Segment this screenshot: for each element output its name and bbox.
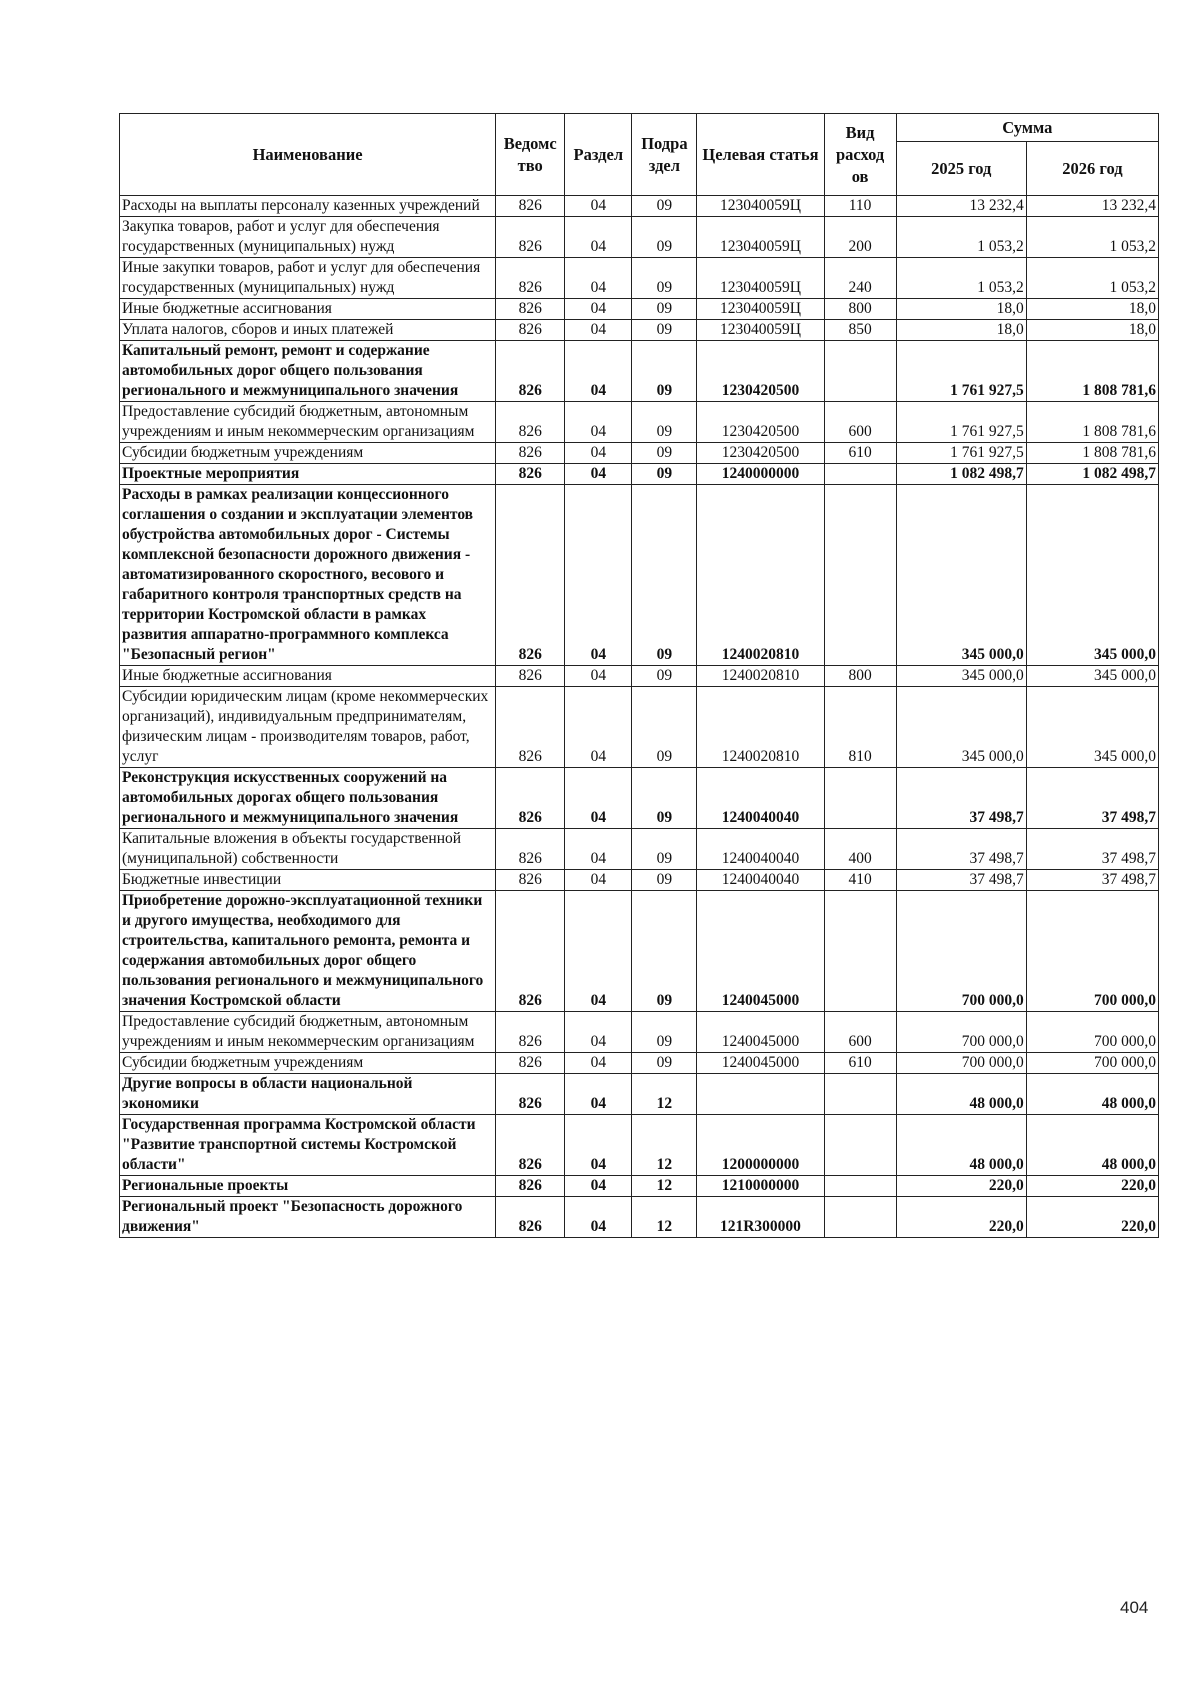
cell-department: 826 (496, 1176, 565, 1197)
table-row (120, 299, 1159, 320)
cell-expense-type (824, 1176, 896, 1197)
table-row (120, 217, 1159, 258)
cell-name: Субсидии бюджетным учреждениям (120, 1053, 496, 1074)
cell-sum-2025: 700 000,0 (896, 1012, 1026, 1053)
cell-name: Бюджетные инвестиции (120, 870, 496, 891)
cell-subsection: 12 (632, 1074, 697, 1115)
cell-subsection: 09 (632, 870, 697, 891)
table-row (120, 1115, 1159, 1176)
cell-department: 826 (496, 217, 565, 258)
cell-expense-type: 200 (824, 217, 896, 258)
cell-department: 826 (496, 485, 565, 666)
table-row (120, 1074, 1159, 1115)
cell-expense-type (824, 1074, 896, 1115)
cell-department: 826 (496, 768, 565, 829)
table-row (120, 464, 1159, 485)
cell-sum-2025: 345 000,0 (896, 666, 1026, 687)
cell-department: 826 (496, 666, 565, 687)
cell-section: 04 (565, 666, 632, 687)
cell-section: 04 (565, 829, 632, 870)
cell-sum-2025: 48 000,0 (896, 1074, 1026, 1115)
cell-name: Проектные мероприятия (120, 464, 496, 485)
cell-name: Другие вопросы в области национальной экономики (120, 1074, 496, 1115)
cell-sum-2026: 18,0 (1026, 320, 1158, 341)
table-row (120, 196, 1159, 217)
cell-subsection: 09 (632, 687, 697, 768)
cell-expense-type: 600 (824, 402, 896, 443)
cell-department: 826 (496, 1074, 565, 1115)
cell-target-article: 1240045000 (697, 891, 824, 1012)
header-sum: Сумма (896, 114, 1158, 142)
cell-expense-type: 850 (824, 320, 896, 341)
cell-expense-type (824, 768, 896, 829)
header-target-article: Целевая статья (697, 114, 824, 196)
cell-expense-type: 410 (824, 870, 896, 891)
table-row (120, 402, 1159, 443)
cell-target-article: 121R300000 (697, 1197, 824, 1238)
cell-sum-2025: 18,0 (896, 320, 1026, 341)
table-row (120, 485, 1159, 666)
cell-name: Расходы на выплаты персоналу казенных учреждений (120, 196, 496, 217)
cell-subsection: 09 (632, 196, 697, 217)
cell-department: 826 (496, 1012, 565, 1053)
cell-sum-2025: 345 000,0 (896, 485, 1026, 666)
cell-section: 04 (565, 1176, 632, 1197)
cell-subsection: 09 (632, 768, 697, 829)
cell-target-article: 1240045000 (697, 1053, 824, 1074)
cell-subsection: 09 (632, 829, 697, 870)
table-row (120, 1176, 1159, 1197)
header-expense-type: Вид расход ов (824, 114, 896, 196)
cell-sum-2026: 1 053,2 (1026, 217, 1158, 258)
header-section: Раздел (565, 114, 632, 196)
cell-section: 04 (565, 870, 632, 891)
cell-sum-2026: 37 498,7 (1026, 870, 1158, 891)
cell-subsection: 09 (632, 485, 697, 666)
cell-sum-2025: 37 498,7 (896, 829, 1026, 870)
table-row (120, 891, 1159, 1012)
cell-expense-type (824, 464, 896, 485)
cell-target-article: 1240020810 (697, 666, 824, 687)
cell-subsection: 09 (632, 402, 697, 443)
cell-section: 04 (565, 768, 632, 829)
cell-target-article: 1240000000 (697, 464, 824, 485)
cell-sum-2025: 18,0 (896, 299, 1026, 320)
cell-target-article: 1230420500 (697, 443, 824, 464)
cell-sum-2025: 220,0 (896, 1197, 1026, 1238)
cell-section: 04 (565, 485, 632, 666)
table-header (120, 114, 1159, 196)
cell-section: 04 (565, 464, 632, 485)
cell-sum-2026: 37 498,7 (1026, 768, 1158, 829)
cell-sum-2025: 37 498,7 (896, 768, 1026, 829)
cell-name: Закупка товаров, работ и услуг для обеспечения государственных (муниципальных) нужд (120, 217, 496, 258)
table-row (120, 341, 1159, 402)
cell-target-article: 1240020810 (697, 687, 824, 768)
cell-sum-2025: 37 498,7 (896, 870, 1026, 891)
cell-sum-2025: 345 000,0 (896, 687, 1026, 768)
page-number: 404 (1120, 1598, 1149, 1617)
cell-department: 826 (496, 1115, 565, 1176)
table-row (120, 1012, 1159, 1053)
cell-sum-2026: 1 053,2 (1026, 258, 1158, 299)
cell-target-article: 1240040040 (697, 768, 824, 829)
cell-department: 826 (496, 870, 565, 891)
cell-sum-2026: 48 000,0 (1026, 1074, 1158, 1115)
cell-sum-2026: 345 000,0 (1026, 666, 1158, 687)
header-year-2025: 2025 год (896, 142, 1026, 196)
cell-subsection: 09 (632, 320, 697, 341)
header-year-2026: 2026 год (1026, 142, 1158, 196)
header-subsection: Подра здел (632, 114, 697, 196)
cell-department: 826 (496, 196, 565, 217)
cell-sum-2026: 700 000,0 (1026, 1053, 1158, 1074)
cell-sum-2025: 1 082 498,7 (896, 464, 1026, 485)
cell-name: Государственная программа Костромской области "Развитие транспортной системы Костромской области" (120, 1115, 496, 1176)
cell-section: 04 (565, 341, 632, 402)
cell-sum-2025: 13 232,4 (896, 196, 1026, 217)
cell-target-article: 1240040040 (697, 829, 824, 870)
cell-department: 826 (496, 829, 565, 870)
cell-name: Иные бюджетные ассигнования (120, 299, 496, 320)
cell-expense-type: 800 (824, 299, 896, 320)
cell-department: 826 (496, 443, 565, 464)
cell-expense-type (824, 1197, 896, 1238)
cell-sum-2026: 37 498,7 (1026, 829, 1158, 870)
cell-name: Расходы в рамках реализации концессионного соглашения о создании и эксплуатации элементов обустройства автомобильных дорог - Системы комплексной безопасности дорожного движения - автоматизированного скоростного, весового и габаритного контроля транспортных средств на территории Костромской области в рамках развития аппаратно-программного комплекса "Безопасный регион" (120, 485, 496, 666)
cell-expense-type (824, 1115, 896, 1176)
table-row (120, 687, 1159, 768)
cell-department: 826 (496, 1197, 565, 1238)
cell-target-article: 1230420500 (697, 341, 824, 402)
cell-name: Региональные проекты (120, 1176, 496, 1197)
cell-section: 04 (565, 443, 632, 464)
cell-section: 04 (565, 1053, 632, 1074)
cell-expense-type: 240 (824, 258, 896, 299)
cell-subsection: 09 (632, 1012, 697, 1053)
table-row (120, 443, 1159, 464)
table-row (120, 829, 1159, 870)
cell-section: 04 (565, 320, 632, 341)
cell-subsection: 09 (632, 891, 697, 1012)
cell-subsection: 09 (632, 1053, 697, 1074)
cell-sum-2026: 1 808 781,6 (1026, 341, 1158, 402)
cell-sum-2026: 700 000,0 (1026, 891, 1158, 1012)
cell-target-article: 1210000000 (697, 1176, 824, 1197)
cell-name: Реконструкция искусственных сооружений на автомобильных дорогах общего пользования регионального и межмуниципального значения (120, 768, 496, 829)
cell-name: Приобретение дорожно-эксплуатационной техники и другого имущества, необходимого для строительства, капитального ремонта, ремонта и содержания автомобильных дорог общего пользования регионального и межмуниципального значения Костромской области (120, 891, 496, 1012)
cell-name: Предоставление субсидий бюджетным, автономным учреждениям и иным некоммерческим организациям (120, 402, 496, 443)
cell-subsection: 09 (632, 443, 697, 464)
cell-department: 826 (496, 258, 565, 299)
cell-department: 826 (496, 320, 565, 341)
cell-section: 04 (565, 258, 632, 299)
cell-subsection: 09 (632, 258, 697, 299)
table-row (120, 870, 1159, 891)
cell-subsection: 12 (632, 1197, 697, 1238)
cell-sum-2026: 345 000,0 (1026, 485, 1158, 666)
cell-target-article: 1240045000 (697, 1012, 824, 1053)
cell-section: 04 (565, 217, 632, 258)
header-department: Ведомс тво (496, 114, 565, 196)
cell-section: 04 (565, 1074, 632, 1115)
cell-name: Капитальный ремонт, ремонт и содержание автомобильных дорог общего пользования регионального и межмуниципального значения (120, 341, 496, 402)
cell-subsection: 09 (632, 217, 697, 258)
cell-target-article: 123040059Ц (697, 320, 824, 341)
table-row (120, 768, 1159, 829)
table-row (120, 258, 1159, 299)
cell-sum-2026: 13 232,4 (1026, 196, 1158, 217)
cell-subsection: 12 (632, 1115, 697, 1176)
cell-department: 826 (496, 891, 565, 1012)
cell-sum-2026: 1 808 781,6 (1026, 443, 1158, 464)
cell-expense-type: 610 (824, 443, 896, 464)
cell-subsection: 12 (632, 1176, 697, 1197)
cell-target-article: 1240040040 (697, 870, 824, 891)
cell-sum-2026: 345 000,0 (1026, 687, 1158, 768)
cell-subsection: 09 (632, 299, 697, 320)
cell-department: 826 (496, 341, 565, 402)
cell-name: Иные бюджетные ассигнования (120, 666, 496, 687)
cell-department: 826 (496, 687, 565, 768)
cell-sum-2026: 220,0 (1026, 1176, 1158, 1197)
cell-sum-2025: 1 761 927,5 (896, 341, 1026, 402)
cell-sum-2025: 700 000,0 (896, 891, 1026, 1012)
cell-name: Иные закупки товаров, работ и услуг для обеспечения государственных (муниципальных) нужд (120, 258, 496, 299)
cell-subsection: 09 (632, 464, 697, 485)
cell-section: 04 (565, 1197, 632, 1238)
table-row (120, 1197, 1159, 1238)
cell-department: 826 (496, 1053, 565, 1074)
cell-target-article: 123040059Ц (697, 196, 824, 217)
cell-expense-type (824, 485, 896, 666)
cell-section: 04 (565, 196, 632, 217)
cell-expense-type (824, 341, 896, 402)
cell-target-article: 1200000000 (697, 1115, 824, 1176)
cell-section: 04 (565, 402, 632, 443)
cell-section: 04 (565, 299, 632, 320)
cell-name: Региональный проект "Безопасность дорожного движения" (120, 1197, 496, 1238)
cell-subsection: 09 (632, 341, 697, 402)
table-row (120, 666, 1159, 687)
table-row (120, 1053, 1159, 1074)
cell-sum-2026: 1 082 498,7 (1026, 464, 1158, 485)
cell-target-article: 123040059Ц (697, 258, 824, 299)
cell-target-article: 123040059Ц (697, 299, 824, 320)
cell-sum-2026: 18,0 (1026, 299, 1158, 320)
cell-section: 04 (565, 891, 632, 1012)
cell-expense-type: 610 (824, 1053, 896, 1074)
cell-target-article (697, 1074, 824, 1115)
cell-section: 04 (565, 1012, 632, 1053)
cell-expense-type: 810 (824, 687, 896, 768)
cell-expense-type: 800 (824, 666, 896, 687)
cell-sum-2026: 1 808 781,6 (1026, 402, 1158, 443)
cell-sum-2026: 48 000,0 (1026, 1115, 1158, 1176)
cell-department: 826 (496, 402, 565, 443)
cell-sum-2025: 220,0 (896, 1176, 1026, 1197)
cell-subsection: 09 (632, 666, 697, 687)
cell-department: 826 (496, 299, 565, 320)
cell-name: Субсидии бюджетным учреждениям (120, 443, 496, 464)
cell-expense-type (824, 891, 896, 1012)
cell-name: Уплата налогов, сборов и иных платежей (120, 320, 496, 341)
budget-table (119, 113, 1159, 1238)
cell-sum-2025: 1 053,2 (896, 217, 1026, 258)
cell-sum-2025: 48 000,0 (896, 1115, 1026, 1176)
cell-section: 04 (565, 1115, 632, 1176)
cell-target-article: 123040059Ц (697, 217, 824, 258)
cell-department: 826 (496, 464, 565, 485)
table-body (120, 196, 1159, 1238)
cell-name: Капитальные вложения в объекты государственной (муниципальной) собственности (120, 829, 496, 870)
header-name: Наименование (120, 114, 496, 196)
table-row (120, 320, 1159, 341)
cell-sum-2026: 220,0 (1026, 1197, 1158, 1238)
cell-sum-2025: 1 053,2 (896, 258, 1026, 299)
cell-name: Субсидии юридическим лицам (кроме некоммерческих организаций), индивидуальным предпринимателям, физическим лицам - производителям товаров, работ, услуг (120, 687, 496, 768)
cell-target-article: 1240020810 (697, 485, 824, 666)
cell-target-article: 1230420500 (697, 402, 824, 443)
cell-expense-type: 400 (824, 829, 896, 870)
cell-name: Предоставление субсидий бюджетным, автономным учреждениям и иным некоммерческим организациям (120, 1012, 496, 1053)
cell-expense-type: 600 (824, 1012, 896, 1053)
cell-sum-2025: 700 000,0 (896, 1053, 1026, 1074)
cell-sum-2025: 1 761 927,5 (896, 443, 1026, 464)
cell-section: 04 (565, 687, 632, 768)
cell-expense-type: 110 (824, 196, 896, 217)
cell-sum-2026: 700 000,0 (1026, 1012, 1158, 1053)
cell-sum-2025: 1 761 927,5 (896, 402, 1026, 443)
